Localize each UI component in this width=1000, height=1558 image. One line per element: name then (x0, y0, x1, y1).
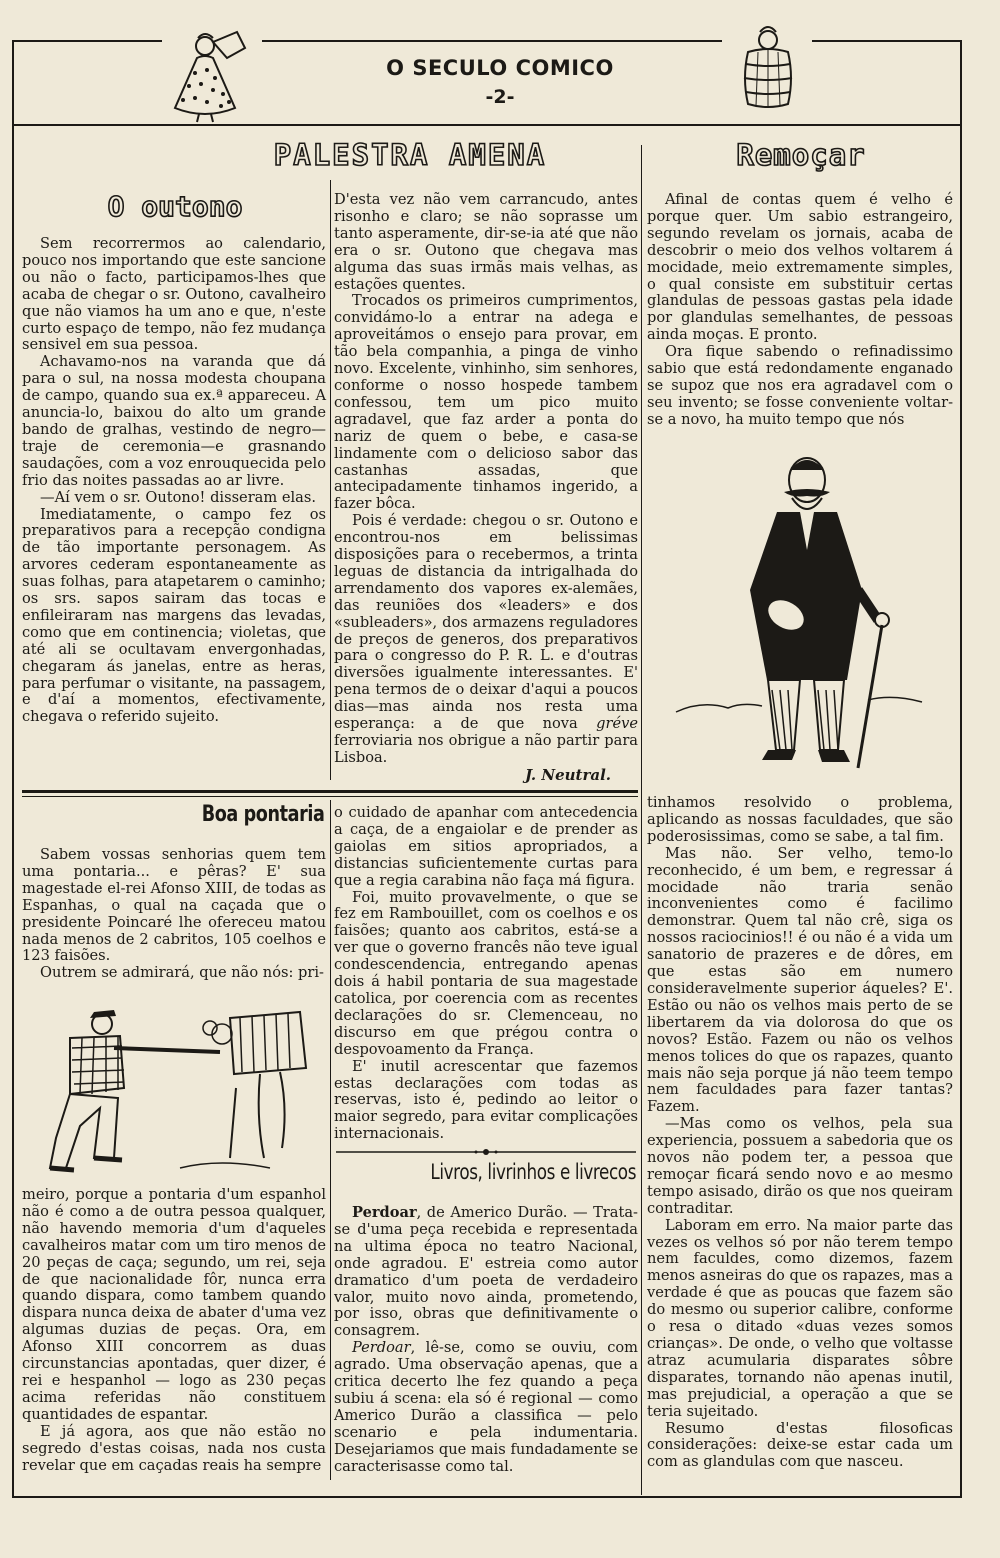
remocar-paragraph: tinhamos resolvido o problema, aplicando as nossas faculdades, que são poderosissimas, como se sabe, a tal fim. (647, 794, 953, 845)
pontaria-paragraph: E já agora, aos que não estão no segredo d'estas coisas, nada nos custa revelar que em caçadas reais ha sempre (22, 1422, 326, 1474)
remocar-paragraph: Laboram em erro. Na maior parte das vezes os velhos só por não terem tempo nem faculdes, como dizemos, fazem menos asneiras do que os rapazes, mas a verdade é que as poucas que fazem são do mesmo ou superior calibre, conforme o resa o ditado «duas vezes somos crianças». De onde, o velho que voltasse atraz acumularia disparates sôbre disparates, tornando não apenas inutil, mas prejudicial, a operação a que se teria sujeitado. (647, 1216, 953, 1420)
pontaria-paragraph: Outrem se admirará, que não nós: pri- (40, 964, 324, 982)
livros-text: , de Americo Durão. — Trata-se d'uma peça recebida e representada na ultima época no teatro Nacional, onde agradou. E' estreia como autor dramatico d'um poeta de verdadeiro valor, muito novo ainda, prometendo, por isso, obras que definitivamente o consagrem. (334, 1204, 638, 1340)
remocar-paragraph: Ora fique sabendo o refinadissimo sabio que está redondamente enganado se supoz que nos era agradavel com o seu invento; se fosse conveniente voltar-se a novo, ha muito tempo que nós (647, 343, 953, 428)
ornamental-divider (336, 1147, 636, 1157)
page-bottom-rule (12, 1496, 962, 1498)
book-title: Perdoar (352, 1339, 411, 1357)
remocar-paragraph: Resumo d'estas filosoficas considerações: deixe-se estar cada um com as glandulas com que nasceu. (647, 1419, 953, 1471)
pontaria-paragraph: Sabem vossas senhorias quem tem uma pontaria... e pêras? E' sua magestade el-rei Afonso XIII, de todas as Espanhas, o qual na caçada que o presidente Poincaré lhe ofereceu matou nada menos de 2 cabritos, 105 coelhos e 123 faisões. (22, 846, 326, 965)
right-border (960, 40, 962, 1498)
section-divider-thick (22, 790, 638, 793)
book-title: Perdoar (352, 1204, 417, 1221)
remocar-column-top (647, 192, 953, 429)
pontaria-paragraph: meiro, porque a pontaria d'um espanhol não é como a de outra pessoa qualquer, não havendo memoria d'um d'aqueles cavalheiros matar com um tiro menos de 20 peças de caça; segundo, um rei, seja de que nacionalidade fôr, nunca erra quando dispara, como tambem quando dispara nunca deixa de abater d'uma vez algumas duzias de peças. Ora, em Afonso XIII concorrem as duas circunstancias apontadas, quer dizer, é rei e hespanhol — logo as 230 peças acima referidas não constituem quantidades de espantar. (22, 1186, 326, 1423)
boa-pontaria-title: Boa pontaria (202, 802, 325, 827)
outono-title: O outono (107, 190, 243, 223)
outono-paragraph: Imediatamente, o campo fez os preparativos para a recepção condigna de tão importante personagem. As arvores cederam espontaneamente as suas folhas, para atapetarem o caminho; os srs. sapos sairam das tocas e enfileiraram nas margens das levadas, como que em continencia; violetas, que até ali se ocultavam envergonhadas, chegaram ás janelas, entre as heras, para perfumar o visitante, na passagem, e d'aí a momentos, efectivamente, chegava o referido sujeito. (22, 505, 326, 726)
outono-column-1 (22, 236, 326, 726)
remocar-paragraph: Mas não. Ser velho, temo-lo reconhecido, é um bem, e regressar á mocidade não traria senão inconvenientes como é facilimo demonstrar. Quem tal não crê, siga os nossos raciocinios!! é ou não é a vida um sanatorio de prazeres e de dôres, em que estas são em numero consideravelmente superior áqueles? E'. Estão ou não os velhos mais perto de se libertarem da via dolorosa do que os novos? Estão. Fazem ou não os velhos menos tolices do que os rapazes, quanto mais não seja porque já não teem tempo nem faculdades para fazer tantas? Fazem. (647, 844, 953, 1116)
top-rule-left (12, 40, 162, 42)
outono-text: ferroviaria nos obrigue a não partir para Lisboa. (334, 732, 638, 766)
old-gentleman-illustration (672, 450, 942, 780)
remocar-paragraph: —Mas como os velhos, pela sua experiencia, possuem a sabedoria que os novos não podem ter, a pessoa que remoçar ficará sendo novo e ao mesmo tempo asisado, dirão os que nos queiram contraditar. (647, 1115, 953, 1217)
outono-paragraph (334, 513, 638, 767)
outono-paragraph: Trocados os primeiros cumprimentos, convidámo-lo a entrar na adega e aproveitámos o ensejo para provar, em tão bela companhia, a pinga de vinho novo. Excelente, vinhinho, sim senhores, conforme o nosso hospede tambem confessou, tem um pico muito agradavel, que faz arder a ponta do nariz de quem o bebe, e casa-se lindamente com o delicioso sabor das castanhas assadas, que antecipadamente tinhamos ingerido, a fazer bôca. (334, 292, 638, 513)
left-border (12, 40, 14, 1498)
outono-paragraph: Sem recorrermos ao calendario, pouco nos importando que este sancione ou não o facto, participamos-lhes que acaba de chegar o sr. Outono, cavalheiro que não viamos ha um ano e que, n'este curto espaço de tempo, não fez mudança sensivel em sua pessoa. (22, 235, 326, 354)
outono-column-2 (334, 192, 638, 767)
outono-text: Pois é verdade: chegou o sr. Outono e encontrou-nos em belissimas disposições para o recebermos, a trinta leguas de distancia da intrigalhada do arrendamento dos vapores ex-alemães, das reuniões dos «leaders» e dos «subleaders», dos armazens reguladores de preços de generos, dos preparativos para o congresso do P. R. L. e d'outras diversões igualmente interessantes. E' pena termos de o deixar d'aqui a poucos dias—mas ainda nos resta uma esperança: a de que nova (334, 512, 638, 733)
outono-paragraph: Achavamo-nos na varanda que dá para o sul, na nossa modesta choupana de campo, quando sua ex.ª appareceu. A anuncia-lo, baixou do alto um grande bando de gralhas, vestindo de negro—traje de ceremonia—e grasnando saudações, com a voz enrouquecida pelo frio das noites passadas ao ar livre. (22, 353, 326, 489)
palestra-banner: PALESTRA AMENA (273, 138, 547, 172)
outono-paragraph: D'esta vez não vem carrancudo, antes risonho e claro; se não soprasse um tanto asperamente, dir-se-ia até que não era o sr. Outono que chegava mas alguma das suas irmãs mais velhas, as estações quentes. (334, 191, 638, 293)
girl-mascot-illustration (165, 28, 257, 124)
palestra-column-divider (330, 180, 331, 780)
livros-paragraph (334, 1205, 638, 1340)
livros-column (334, 1205, 638, 1476)
top-rule-right (812, 40, 962, 42)
pontaria-column-1-top (22, 847, 326, 982)
top-rule-center (262, 40, 722, 42)
section-divider-thin (22, 796, 638, 797)
livros-paragraph (334, 1340, 638, 1475)
pontaria-column-2 (334, 805, 638, 1143)
remocar-paragraph: Afinal de contas quem é velho é porque quer. Um sabio estrangeiro, segundo revelam os jornais, acaba de descobrir o meio dos velhos voltarem á mocidade, meio extremamente simples, o qual consiste em substituir certas glandulas de pessoas gastas pela idade por glandulas semelhantes, de pessoas ainda moças. E pronto. (647, 191, 953, 344)
outono-signature: J. Neutral. (525, 766, 612, 784)
outono-paragraph: —Aí vem o sr. Outono! disseram elas. (40, 488, 316, 506)
greve-word: gréve (596, 715, 638, 733)
right-column-divider (641, 145, 642, 1495)
pontaria-paragraph: o cuidado de apanhar com antecedencia a caça, de a engaiolar e de prender as gaiolas em sitios apropriados, a distancias suficientemente curtas para que a regia carabina não faça má figura. (334, 804, 638, 889)
livros-title: Livros, livrinhos e livrecos (430, 1160, 636, 1184)
pontaria-paragraph: Foi, muito provavelmente, o que se fez em Rambouillet, com os coelhos e os faisões; quanto aos cabritos, está-se a ver que o governo francês não teve igual condescendencia, entregando apenas dois á habil pontaria de sua magestade catolica, por coerencia com as recentes declarações do sr. Clemenceau, no discurso em que prégou contra o despovoamento da França. (334, 888, 638, 1058)
hunter-illustration (30, 1008, 320, 1178)
barrel-mascot-illustration (738, 22, 798, 110)
page-number: -2- (485, 86, 515, 108)
header-bottom-rule (12, 124, 962, 126)
pontaria-column-divider (330, 800, 331, 1480)
pontaria-paragraph: E' inutil acrescentar que fazemos estas declarações com todas as reservas, isto é, pedindo ao leitor o maior segredo, para evitar complicações internacionais. (334, 1057, 638, 1143)
newspaper-title: O SECULO COMICO (386, 56, 614, 80)
remocar-column-bottom (647, 795, 953, 1471)
pontaria-column-1-bottom (22, 1187, 326, 1474)
remocar-banner: Remoçar (736, 138, 866, 172)
livros-text: , lê-se, como se ouviu, com agrado. Uma observação apenas, que a critica decerto lhe fez quando a peça subiu á scena: ela só é regional — como Americo Durão a classifica — pelo scenario e pela indumentaria. Desejariamos que mais fundadamente se caracterisasse como tal. (334, 1339, 638, 1475)
